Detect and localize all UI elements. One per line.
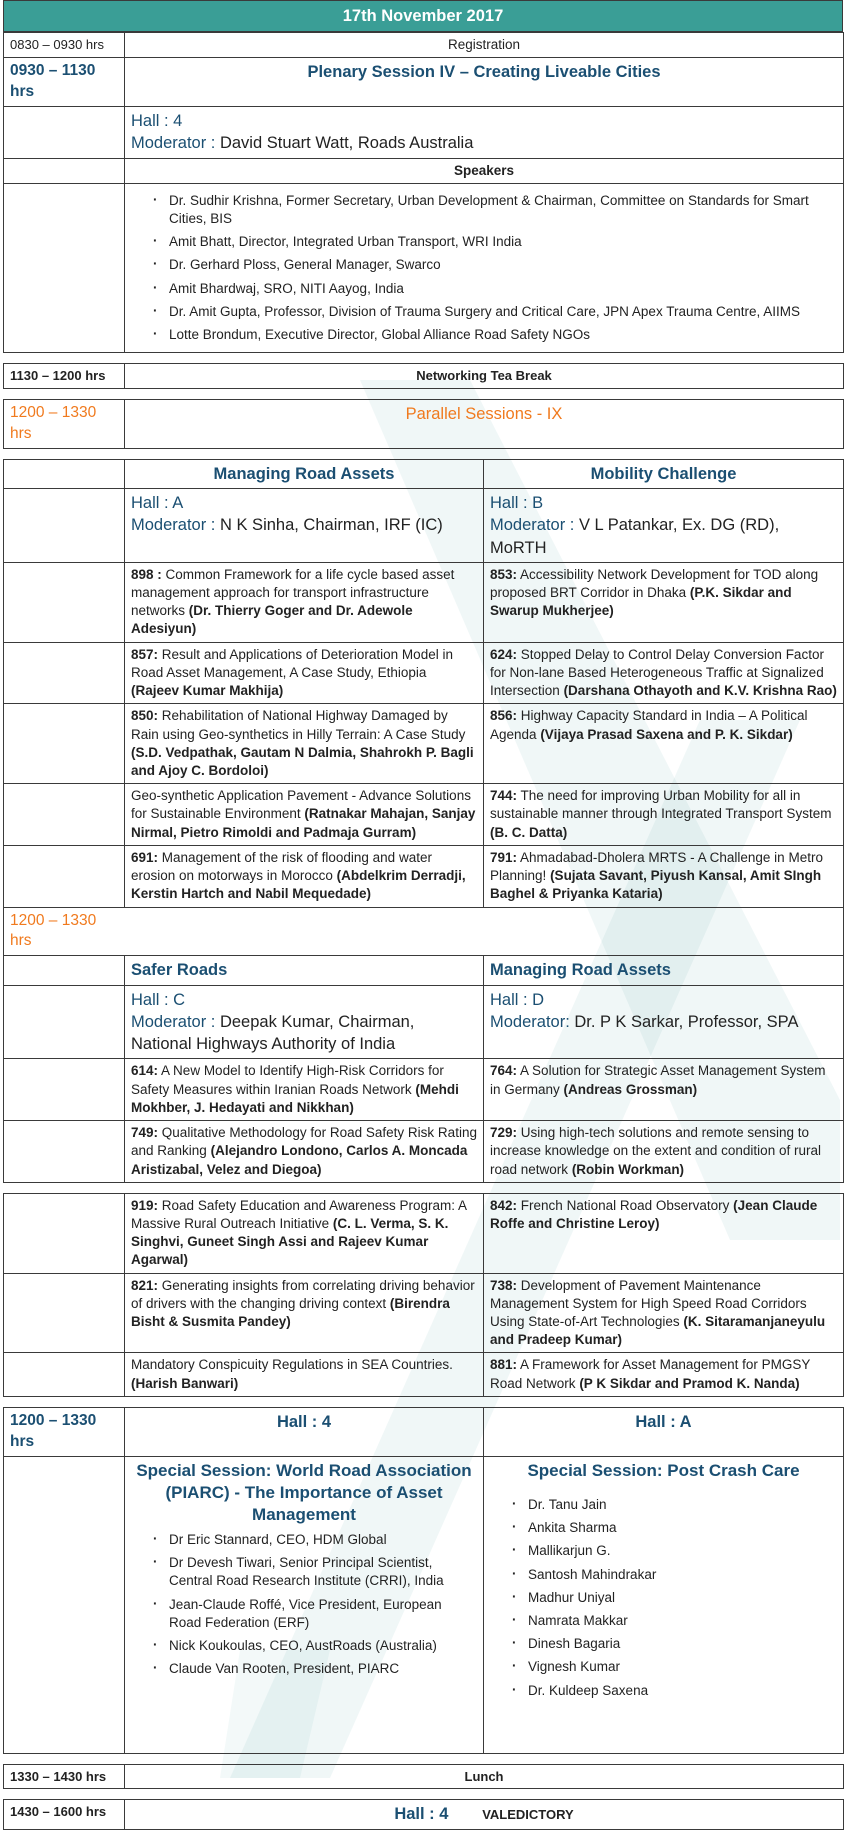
table-row: [4, 642, 844, 704]
paper-id: 857:: [131, 646, 159, 662]
parallel-row: [4, 399, 844, 448]
paper-id: 898 :: [131, 566, 162, 582]
table-row: [4, 704, 844, 784]
moderator-line: [490, 514, 837, 559]
paper-authors: (Birendra Bisht & Susmita Pandey): [131, 1295, 450, 1330]
paper-title: Common Framework for a life cycle based asset management approach for transport infrastructure networks: [131, 566, 455, 619]
empty-cell: [4, 489, 125, 563]
paper-authors: (Andreas Grossman): [563, 1081, 698, 1097]
special-sessions-table: [3, 1407, 844, 1754]
paper-authors: (Dr. Thierry Goger and Dr. Adewole Adesiyun): [131, 603, 413, 637]
empty-cell: [4, 1273, 125, 1353]
paper-authors: (Alejandro Londono, Carlos A. Moncada Aristizabal, Velez and Diegoa): [131, 1143, 468, 1177]
paper-id: 624:: [490, 646, 518, 662]
block1-title-row: [4, 459, 844, 488]
speakers-cell: [125, 183, 844, 353]
moderator-name: David Stuart Watt, Roads Australia: [219, 134, 474, 153]
moderator-name: V L Patankar, Ex. DG (RD), MoRTH: [490, 516, 780, 557]
paper-id: 853:: [490, 566, 518, 582]
empty-cell: [4, 956, 125, 985]
empty-cell: [4, 985, 125, 1059]
block2-papers-continued: [4, 1193, 844, 1396]
paper-authors: (P.K. Sikdar and Swarup Mukherjee): [490, 585, 792, 619]
lunch-table: [3, 1764, 844, 1790]
paper-authors: (Sujata Savant, Piyush Kansal, Amit SIngh Baghel & Priyanka Kataria): [490, 868, 822, 902]
list-item: · Dinesh Bagaria: [512, 1635, 837, 1653]
paper-id: 729:: [490, 1125, 518, 1141]
empty-cell: [4, 642, 125, 704]
valedictory-hall: Hall : 4: [394, 1805, 449, 1824]
empty-cell: [4, 459, 125, 488]
paper-authors: (Harish Banwari): [131, 1375, 239, 1391]
special-content-row: [4, 1456, 844, 1753]
paper-cell: [484, 1353, 844, 1396]
morning-table: [3, 32, 844, 353]
block1-right-title: Mobility Challenge: [484, 459, 844, 488]
lunch-label: Lunch: [125, 1764, 844, 1789]
paper-id: 738:: [490, 1277, 518, 1293]
plenary-speakers-list: [131, 192, 837, 345]
empty-cell: [4, 784, 125, 846]
paper-cell: [484, 562, 844, 642]
paper-id: 842:: [490, 1197, 518, 1213]
paper-title: Stopped Delay to Control Delay Conversion Factor for Non-lane Based Heterogeneous Traffic at Signalized Intersection: [490, 646, 824, 699]
moderator-line: [490, 1011, 837, 1033]
paper-id: 881:: [490, 1357, 518, 1373]
list-item: · Amit Bhatt, Director, Integrated Urban Transport, WRI India: [153, 233, 837, 251]
block2-title-row: [4, 956, 844, 985]
paper-title: Highway Capacity Standard in India – A Political Agenda: [490, 708, 808, 742]
paper-title: Rehabilitation of National Highway Damaged by Rain using Geo-synthetics in Hilly Terrain: A Case Study: [131, 708, 466, 742]
moderator-line: [131, 1011, 477, 1056]
paper-title: Geo-synthetic Application Pavement - Advance Solutions for Sustainable Environment: [131, 788, 471, 822]
paper-authors: (C. L. Verma, S. K. Singhvi, Guneet Singh Assi and Rajeev Kumar Agarwal): [131, 1215, 449, 1268]
paper-authors: (Vijaya Prasad Saxena and P. K. Sikdar): [540, 726, 793, 742]
paper-title: Generating insights from correlating driving behavior of drivers with the changing driving context: [131, 1277, 475, 1311]
plenary-time: 0930 – 1130 hrs: [4, 58, 125, 107]
block2-right-title: Managing Road Assets: [484, 956, 844, 985]
paper-cell: [484, 1273, 844, 1353]
empty-cell: [4, 1059, 125, 1121]
paper-title: Qualitative Methodology for Road Safety Risk Rating and Ranking: [131, 1125, 477, 1159]
block2-papers: [4, 1059, 844, 1182]
paper-title: Management of the risk of flooding and water erosion on motorways in Morocco: [131, 849, 432, 884]
list-item: · Madhur Uniyal: [512, 1589, 837, 1607]
list-item: · Dr. Sudhir Krishna, Former Secretary, Urban Development & Chairman, Committee on Standards for Smart Cities, BIS: [153, 192, 837, 228]
parallel-heading-table: [3, 399, 844, 449]
paper-title: A New Model to Identify High-Risk Corridors for Safety Measures within Iranian Roads Network: [131, 1063, 444, 1097]
list-item: · Lotte Brondum, Executive Director, Global Alliance Road Safety NGOs: [153, 326, 837, 344]
list-item: · Nick Koukoulas, CEO, AustRoads (Australia): [153, 1637, 477, 1655]
lunch-time: 1330 – 1430 hrs: [4, 1764, 125, 1789]
valedictory-table: [3, 1799, 844, 1829]
valedictory-time: 1430 – 1600 hrs: [4, 1800, 125, 1829]
special-right-speakers: [490, 1496, 837, 1700]
paper-cell: [125, 1193, 484, 1273]
empty-cell: [4, 158, 125, 183]
tea-break-label: Networking Tea Break: [125, 364, 844, 389]
paper-authors: (B. C. Datta): [490, 824, 568, 840]
paper-cell: [484, 1059, 844, 1121]
block2-right-hall-cell: [484, 985, 844, 1059]
empty-cell: [4, 845, 125, 907]
paper-cell: [125, 642, 484, 704]
paper-title: A Framework for Asset Management for PMGSY Road Network: [490, 1357, 811, 1391]
moderator-label: Moderator :: [131, 1012, 216, 1031]
special-right-cell: [484, 1456, 844, 1753]
tea-break-row: [4, 364, 844, 389]
list-item: · Namrata Makkar: [512, 1612, 837, 1630]
table-row: [4, 1059, 844, 1121]
paper-id: 919:: [131, 1197, 159, 1213]
paper-cell: [125, 784, 484, 846]
valedictory-label: VALEDICTORY: [482, 1807, 574, 1823]
list-item: · Dr. Amit Gupta, Professor, Division of Trauma Surgery and Critical Care, JPN Apex Trauma Centre, AIIMS: [153, 303, 837, 321]
hall-label: Hall : C: [131, 990, 186, 1009]
table-row: [4, 1353, 844, 1396]
paper-title: A Solution for Strategic Asset Management System in Germany: [490, 1063, 826, 1097]
paper-authors: (Darshana Othayoth and K.V. Krishna Rao): [563, 683, 837, 699]
paper-cell: [125, 845, 484, 907]
paper-id: 791:: [490, 849, 518, 865]
paper-title: Road Safety Education and Awareness Program: A Massive Rural Outreach Initiative: [131, 1197, 467, 1231]
paper-authors: (Jean Claude Roffe and Christine Leroy): [490, 1197, 818, 1231]
paper-cell: [125, 1059, 484, 1121]
moderator-label: Moderator:: [490, 1012, 570, 1031]
empty-cell: [4, 1121, 125, 1183]
paper-id: 749:: [131, 1125, 159, 1141]
hall-label: Hall : A: [131, 494, 184, 512]
tea-break-table: [3, 363, 844, 389]
list-item: · Claude Van Rooten, President, PIARC: [153, 1660, 477, 1678]
table-row: [4, 1121, 844, 1183]
paper-id: 691:: [131, 849, 159, 865]
list-item: · Vignesh Kumar: [512, 1658, 837, 1676]
list-item: · Amit Bhardwaj, SRO, NITI Aayog, India: [153, 280, 837, 298]
plenary-hall-cell: [125, 107, 844, 159]
moderator-label: Moderator :: [131, 134, 216, 153]
block2-hall-row: [4, 985, 844, 1059]
schedule-table: [3, 0, 843, 1830]
moderator-name: N K Sinha, Chairman, IRF (IC): [219, 516, 443, 535]
special-time: 1200 – 1330 hrs: [4, 1407, 125, 1456]
empty-cell: [4, 704, 125, 784]
paper-authors: (Rajeev Kumar Makhija): [131, 683, 284, 699]
paper-title: Development of Pavement Maintenance Management System for High Speed Road Corridors Using State-of-Art Technologies: [490, 1277, 807, 1330]
speakers-heading-row: [4, 158, 844, 183]
plenary-row: [4, 58, 844, 107]
empty-cell: [4, 183, 125, 353]
registration-row: [4, 33, 844, 58]
paper-title: Using high-tech solutions and remote sensing to increase knowledge on the extent and condition of rural road network: [490, 1125, 821, 1177]
paper-cell: [125, 1121, 484, 1183]
list-item: · Ankita Sharma: [512, 1519, 837, 1537]
list-item: · Mallikarjun G.: [512, 1542, 837, 1560]
speakers-heading: Speakers: [125, 158, 844, 183]
moderator-label: Moderator :: [490, 516, 575, 535]
parallel-sessions-table-continued: [3, 1193, 844, 1397]
paper-title: Result and Applications of Deterioration Model in Road Asset Management, A Case Study, Ethiopia: [131, 646, 453, 680]
lunch-row: [4, 1764, 844, 1789]
plenary-title: Plenary Session IV – Creating Liveable Cities: [125, 58, 844, 107]
parallel-time: 1200 – 1330 hrs: [4, 399, 125, 448]
empty-cell: [4, 1193, 125, 1273]
paper-id: 821:: [131, 1277, 159, 1293]
valedictory-cell: [125, 1800, 844, 1829]
block2-time-row: [4, 907, 844, 956]
paper-authors: (Abdelkrim Derradji, Kerstin Hartch and Nabil Mequedade): [131, 868, 466, 902]
date-header: 17th November 2017: [3, 0, 843, 32]
block1-right-hall-cell: [484, 489, 844, 563]
table-row: [4, 1273, 844, 1353]
special-right-title: Special Session: Post Crash Care: [527, 1460, 800, 1480]
paper-cell: [125, 562, 484, 642]
empty-cell: [4, 107, 125, 159]
block2-left-title: Safer Roads: [125, 956, 484, 985]
special-left-speakers: [131, 1531, 477, 1679]
special-left-cell: [125, 1456, 484, 1753]
paper-title: Mandatory Conspicuity Regulations in SEA Countries.: [131, 1357, 453, 1373]
paper-cell: [484, 845, 844, 907]
paper-authors: (P K Sikdar and Pramod K. Nanda): [579, 1375, 800, 1391]
list-item: · Dr Devesh Tiwari, Senior Principal Scientist, Central Road Research Institute (CRRI), India: [153, 1554, 477, 1590]
paper-authors: (Robin Workman): [571, 1161, 685, 1177]
special-left-title: Special Session: World Road Association (PIARC) - The Importance of Asset Management: [136, 1460, 472, 1524]
list-item: · Dr Eric Stannard, CEO, HDM Global: [153, 1531, 477, 1549]
paper-id: 850:: [131, 708, 159, 724]
hall-label: Hall : D: [490, 990, 545, 1009]
paper-title: Accessibility Network Development for TOD along proposed BRT Corridor in Dhaka: [490, 566, 819, 601]
paper-authors: (Ratnakar Mahajan, Sanjay Nirmal, Pietro Rimoldi and Padmaja Gurram): [131, 806, 476, 840]
registration-time: 0830 – 0930 hrs: [4, 33, 125, 58]
list-item: · Jean-Claude Roffé, Vice President, European Road Federation (ERF): [153, 1596, 477, 1632]
paper-authors: (K. Sitaramanjaneyulu and Pradeep Kumar): [490, 1314, 826, 1348]
block1-hall-row: [4, 489, 844, 563]
paper-title: Ahmadabad-Dholera MRTS - A Challenge in Metro Planning!: [490, 849, 823, 884]
special-right-hall: Hall : A: [484, 1407, 844, 1456]
paper-authors: (Mehdi Mokhber, J. Hedayati and Nikkhan): [131, 1081, 459, 1115]
parallel-sessions-table: [3, 459, 844, 1183]
list-item: · Santosh Mahindrakar: [512, 1566, 837, 1584]
moderator-name: Deepak Kumar, Chairman, National Highways Authority of India: [131, 1012, 415, 1054]
paper-cell: [484, 784, 844, 846]
table-row: [4, 1193, 844, 1273]
moderator-line: [131, 514, 477, 536]
registration-label: Registration: [125, 33, 844, 58]
list-item: · Dr. Gerhard Ploss, General Manager, Swarco: [153, 256, 837, 274]
paper-id: 764:: [490, 1063, 518, 1079]
table-row: [4, 784, 844, 846]
table-row: [4, 562, 844, 642]
empty-cell: [4, 1353, 125, 1396]
tea-break-time: 1130 – 1200 hrs: [4, 364, 125, 389]
empty-cell: [4, 562, 125, 642]
block1-left-hall-cell: [125, 489, 484, 563]
paper-cell: [125, 1353, 484, 1396]
paper-cell: [125, 704, 484, 784]
block1-papers: [4, 562, 844, 907]
paper-cell: [484, 1121, 844, 1183]
paper-cell: [484, 642, 844, 704]
paper-cell: [125, 1273, 484, 1353]
paper-id: 856:: [490, 708, 518, 724]
paper-title: French National Road Observatory: [520, 1197, 730, 1213]
block1-left-title: Managing Road Assets: [125, 459, 484, 488]
paper-id: 744:: [490, 788, 518, 804]
empty-cell: [125, 907, 844, 956]
paper-authors: (S.D. Vedpathak, Gautam N Dalmia, Shahrokh P. Bagli and Ajoy C. Bordoloi): [131, 744, 474, 778]
table-row: [4, 845, 844, 907]
valedictory-row: [4, 1800, 844, 1829]
moderator-name: Dr. P K Sarkar, Professor, SPA: [574, 1012, 799, 1031]
list-item: · Dr. Kuldeep Saxena: [512, 1682, 837, 1700]
empty-cell: [4, 1456, 125, 1753]
paper-cell: [484, 1193, 844, 1273]
parallel-title: Parallel Sessions - IX: [125, 399, 844, 448]
special-left-hall: Hall : 4: [125, 1407, 484, 1456]
block2-time: 1200 – 1330 hrs: [4, 907, 125, 956]
block2-left-hall-cell: [125, 985, 484, 1059]
plenary-hall-row: [4, 107, 844, 159]
moderator-label: Moderator :: [131, 516, 216, 535]
special-hall-row: [4, 1407, 844, 1456]
paper-cell: [484, 704, 844, 784]
list-item: · Dr. Tanu Jain: [512, 1496, 837, 1514]
speakers-row: [4, 183, 844, 353]
plenary-hall: Hall : 4: [131, 112, 183, 131]
paper-title: The need for improving Urban Mobility for all in sustainable manner through Integrated Transport System: [490, 788, 832, 822]
plenary-moderator: [131, 132, 837, 154]
paper-id: 614:: [131, 1063, 159, 1079]
hall-label: Hall : B: [490, 494, 544, 512]
